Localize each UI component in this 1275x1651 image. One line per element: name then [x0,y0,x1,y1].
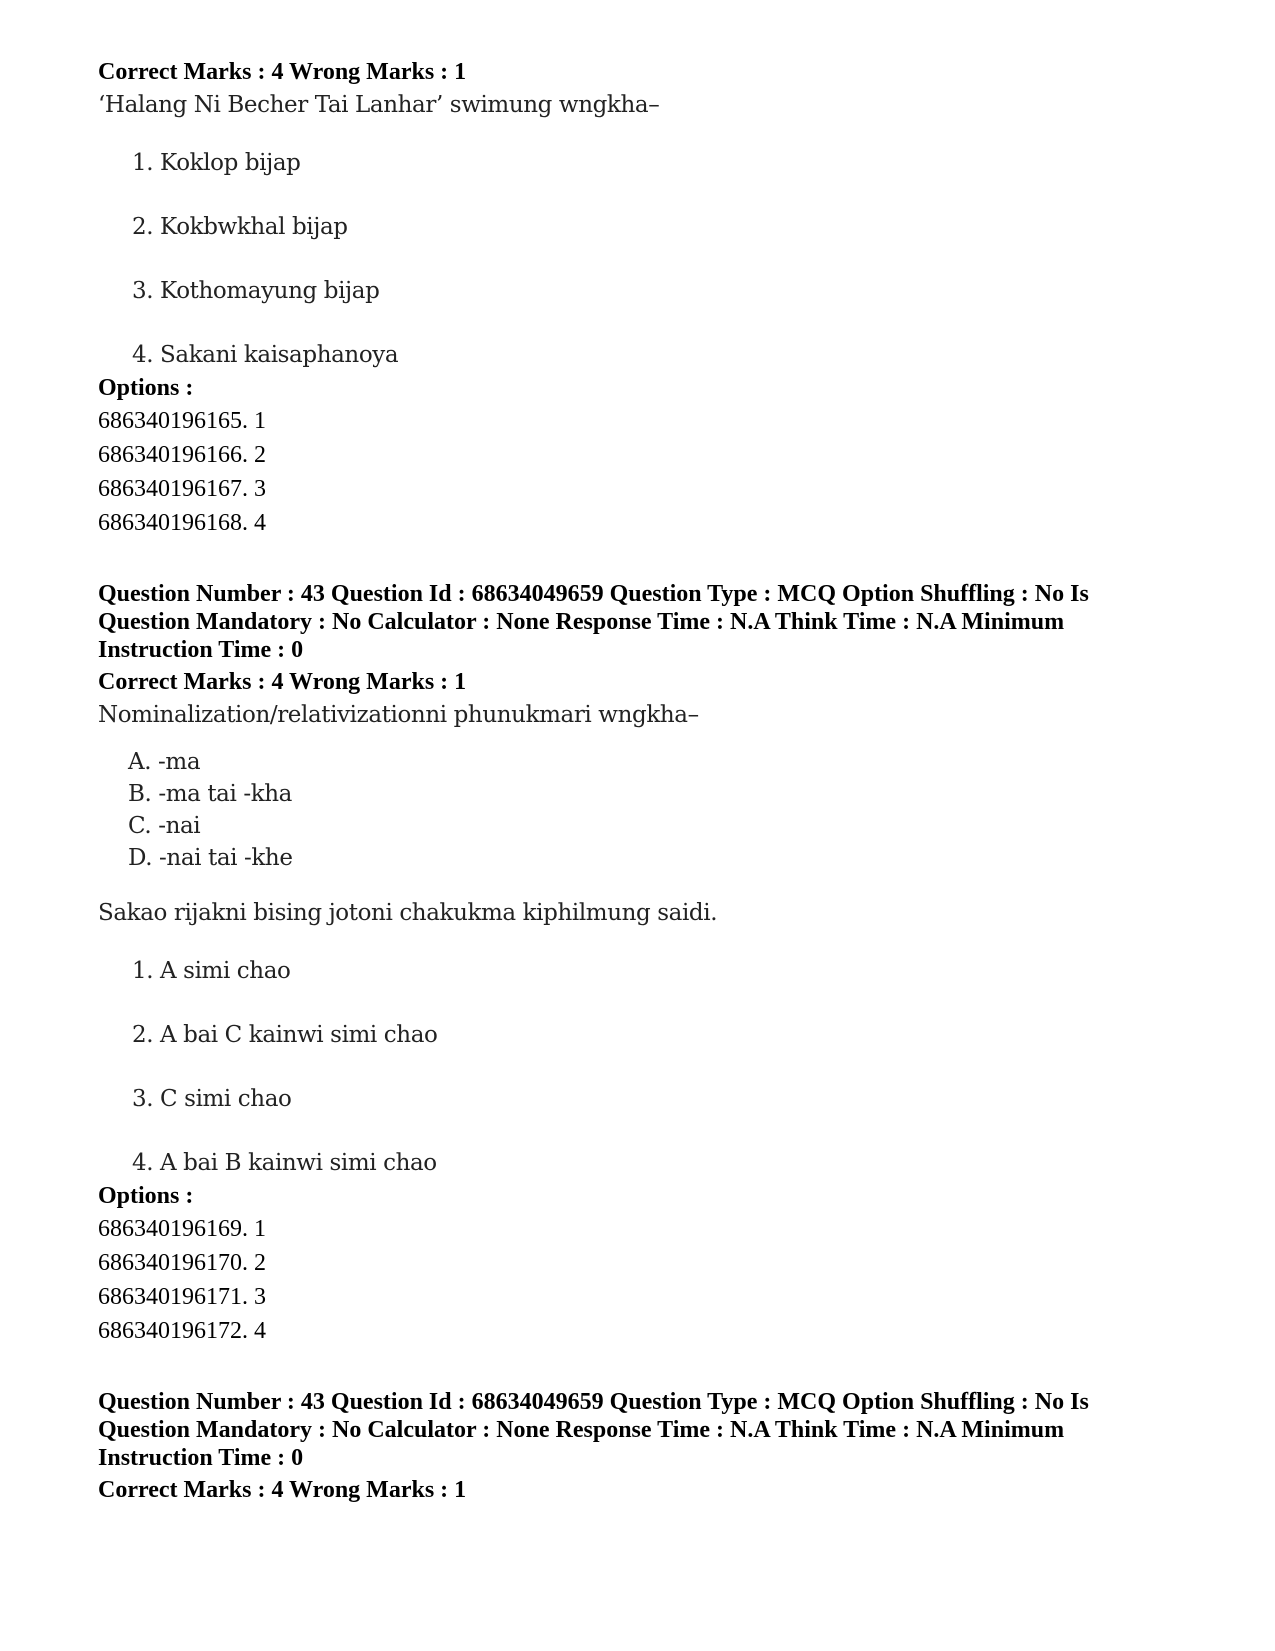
choice-item: 3. Kothomayung bijap [132,278,380,304]
document-page [98,58,1178,1504]
statement-item: D. -nai tai -khe [128,845,293,871]
option-id: 686340196166. 2 [98,442,266,468]
question-header: Question Number : 43 Question Id : 68634049659 Question Type : MCQ Option Shuffling : No Is Question Mandatory : No Calculator : None Response Time : N.A Think Time : N.A Minimum Instruction Time : 0 [98,581,1089,663]
choice-item: 2. A bai C kainwi simi chao [132,1022,438,1048]
statement-item: C. -nai [128,813,201,839]
choice-item: 4. A bai B kainwi simi chao [132,1150,437,1176]
statement-item: A. -ma [128,749,201,775]
option-id: 686340196170. 2 [98,1250,266,1276]
options-label: Options : [98,375,194,401]
choice-item: 1. A simi chao [132,958,291,984]
option-id-list [98,404,1178,540]
choice-item: 2. Kokbwkhal bijap [132,214,348,240]
choice-item: 1. Koklop bijap [132,150,301,176]
option-id: 686340196171. 3 [98,1284,266,1310]
option-id: 686340196168. 4 [98,510,266,536]
choice-list [132,148,1178,370]
option-id: 686340196167. 3 [98,476,266,502]
statement-item: B. -ma tai -kha [128,781,292,807]
choice-item: 3. C simi chao [132,1086,292,1112]
question-instruction: Sakao rijakni bising jotoni chakukma kiphilmung saidi. [98,900,718,926]
marks-line: Correct Marks : 4 Wrong Marks : 1 [98,669,467,695]
choice-item: 4. Sakani kaisaphanoya [132,342,399,368]
statement-list [128,746,1178,874]
option-id: 686340196172. 4 [98,1318,266,1344]
choice-list [132,956,1178,1178]
question-stem: ‘Halang Ni Becher Tai Lanhar’ swimung wngkha– [98,92,660,118]
question-stem: Nominalization/relativizationni phunukmari wngkha– [98,702,699,728]
option-id: 686340196165. 1 [98,408,266,434]
option-id: 686340196169. 1 [98,1216,266,1242]
marks-line: Correct Marks : 4 Wrong Marks : 1 [98,1477,467,1503]
options-label: Options : [98,1183,194,1209]
marks-line: Correct Marks : 4 Wrong Marks : 1 [98,59,467,85]
question-header: Question Number : 43 Question Id : 68634049659 Question Type : MCQ Option Shuffling : No Is Question Mandatory : No Calculator : None Response Time : N.A Think Time : N.A Minimum Instruction Time : 0 [98,1389,1089,1471]
option-id-list [98,1212,1178,1348]
